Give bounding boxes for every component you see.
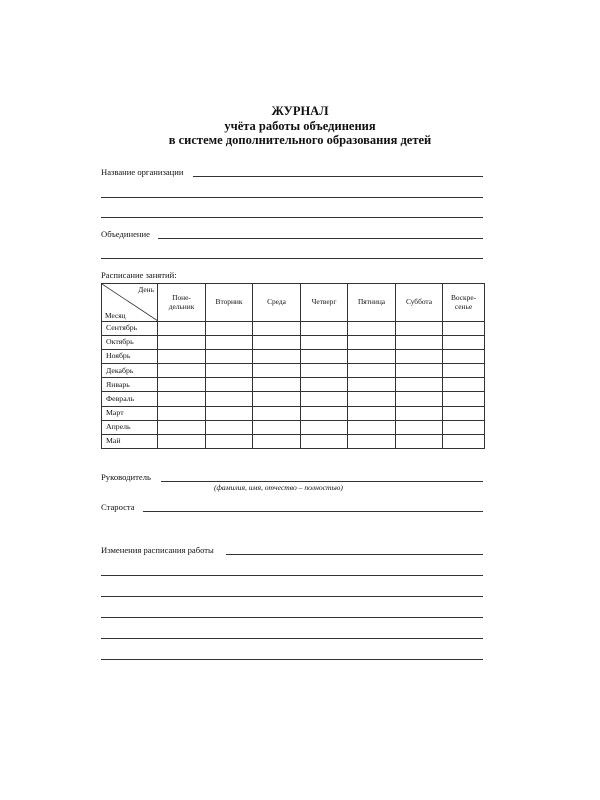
schedule-cell[interactable]: [158, 364, 206, 378]
schedule-cell[interactable]: [348, 434, 396, 448]
schedule-cell[interactable]: [158, 378, 206, 392]
schedule-cell[interactable]: [348, 406, 396, 420]
organization-label: Название организации: [101, 167, 184, 177]
schedule-cell[interactable]: [348, 420, 396, 434]
schedule-cell[interactable]: [253, 434, 301, 448]
schedule-cell[interactable]: [301, 420, 348, 434]
day-header-cell: [348, 284, 396, 322]
schedule-cell[interactable]: [301, 322, 348, 336]
schedule-cell[interactable]: [396, 406, 443, 420]
schedule-cell[interactable]: [348, 350, 396, 364]
schedule-cell[interactable]: [206, 378, 253, 392]
month-row: [102, 378, 485, 392]
schedule-changes-line-5[interactable]: [101, 638, 483, 639]
corner-day-label: День: [138, 285, 154, 294]
month-row: [102, 420, 485, 434]
schedule-changes-label: Изменения расписания работы: [101, 545, 214, 555]
month-label: Декабрь: [102, 364, 158, 378]
schedule-cell[interactable]: [396, 364, 443, 378]
schedule-cell[interactable]: [396, 322, 443, 336]
day-header-label: Суббота: [405, 297, 433, 307]
month-label: Апрель: [102, 420, 158, 434]
schedule-cell[interactable]: [396, 350, 443, 364]
schedule-cell[interactable]: [348, 336, 396, 350]
schedule-cell[interactable]: [348, 322, 396, 336]
month-row: [102, 434, 485, 448]
schedule-cell[interactable]: [396, 336, 443, 350]
schedule-changes-line-3[interactable]: [101, 596, 483, 597]
title-line-3: в системе дополнительного образования детей: [168, 133, 432, 147]
day-header-label: Пятница: [357, 297, 386, 307]
schedule-changes-field-line[interactable]: [226, 554, 483, 555]
schedule-cell[interactable]: [443, 364, 485, 378]
day-header-label: Среда: [267, 297, 286, 307]
schedule-changes-line-6[interactable]: [101, 659, 483, 660]
headman-label: Староста: [101, 502, 135, 512]
schedule-cell[interactable]: [206, 322, 253, 336]
schedule-cell[interactable]: [206, 364, 253, 378]
month-label: Май: [102, 434, 158, 448]
schedule-cell[interactable]: [443, 420, 485, 434]
day-header-label: Воскре- сенье: [450, 293, 477, 311]
document-title: [0, 104, 600, 148]
schedule-cell[interactable]: [443, 434, 485, 448]
organization-field-line-2[interactable]: [101, 197, 483, 198]
schedule-label: Расписание занятий:: [101, 270, 177, 280]
schedule-cell[interactable]: [206, 336, 253, 350]
day-header-cell: [158, 284, 206, 322]
schedule-cell[interactable]: [253, 392, 301, 406]
association-field-line[interactable]: [158, 238, 483, 239]
schedule-cell[interactable]: [348, 364, 396, 378]
title-line-2: учёта работы объединения: [224, 118, 376, 133]
month-label: Март: [102, 406, 158, 420]
schedule-cell[interactable]: [253, 336, 301, 350]
organization-field-line-3[interactable]: [101, 217, 483, 218]
table-header-row: [102, 284, 485, 322]
month-row: [102, 406, 485, 420]
schedule-cell[interactable]: [443, 378, 485, 392]
day-header-cell: [301, 284, 348, 322]
schedule-cell[interactable]: [253, 350, 301, 364]
association-field-line-2[interactable]: [101, 258, 483, 259]
schedule-table: [101, 283, 485, 449]
schedule-cell[interactable]: [253, 406, 301, 420]
table-corner-cell: [102, 284, 158, 322]
association-label: Объединение: [101, 229, 150, 239]
schedule-cell[interactable]: [253, 420, 301, 434]
month-row: [102, 350, 485, 364]
schedule-cell[interactable]: [206, 420, 253, 434]
schedule-cell[interactable]: [301, 350, 348, 364]
month-label: Сентябрь: [102, 322, 158, 336]
schedule-cell[interactable]: [253, 364, 301, 378]
corner-month-label: Месяц: [105, 310, 126, 320]
day-header-cell: [253, 284, 301, 322]
schedule-changes-line-2[interactable]: [101, 575, 483, 576]
schedule-cell[interactable]: [253, 322, 301, 336]
schedule-cell[interactable]: [396, 420, 443, 434]
schedule-cell[interactable]: [348, 392, 396, 406]
day-header-label: Вторник: [215, 297, 243, 307]
day-header-label: Четверг: [311, 297, 337, 307]
month-row: [102, 392, 485, 406]
schedule-cell[interactable]: [206, 392, 253, 406]
month-row: [102, 322, 485, 336]
schedule-cell[interactable]: [158, 406, 206, 420]
leader-label: Руководитель: [101, 472, 151, 482]
month-label: Январь: [102, 378, 158, 392]
schedule-cell[interactable]: [253, 378, 301, 392]
schedule-cell[interactable]: [158, 336, 206, 350]
schedule-cell[interactable]: [158, 392, 206, 406]
month-row: [102, 364, 485, 378]
schedule-cell[interactable]: [443, 322, 485, 336]
month-label: Февраль: [102, 392, 158, 406]
schedule-cell[interactable]: [443, 392, 485, 406]
day-header-cell: [443, 284, 485, 322]
schedule-cell[interactable]: [396, 392, 443, 406]
schedule-cell[interactable]: [443, 406, 485, 420]
schedule-cell[interactable]: [443, 350, 485, 364]
headman-field-line[interactable]: [143, 511, 483, 512]
month-label: Ноябрь: [102, 350, 158, 364]
month-label: Октябрь: [102, 336, 158, 350]
schedule-cell[interactable]: [158, 420, 206, 434]
schedule-cell[interactable]: [158, 322, 206, 336]
schedule-cell[interactable]: [206, 350, 253, 364]
title-line-1: ЖУРНАЛ: [271, 104, 329, 118]
schedule-cell[interactable]: [301, 336, 348, 350]
day-header-cell: [396, 284, 443, 322]
organization-field-line[interactable]: [193, 176, 483, 177]
schedule-changes-line-4[interactable]: [101, 617, 483, 618]
schedule-cell[interactable]: [206, 406, 253, 420]
schedule-cell[interactable]: [348, 378, 396, 392]
schedule-cell[interactable]: [301, 406, 348, 420]
schedule-cell[interactable]: [443, 336, 485, 350]
leader-hint: (фамилия, имя, отчество – полностью): [214, 483, 343, 492]
day-header-cell: [206, 284, 253, 322]
schedule-cell[interactable]: [301, 434, 348, 448]
schedule-cell[interactable]: [301, 364, 348, 378]
schedule-cell[interactable]: [301, 392, 348, 406]
month-row: [102, 336, 485, 350]
schedule-cell[interactable]: [158, 350, 206, 364]
schedule-cell[interactable]: [396, 434, 443, 448]
schedule-cell[interactable]: [396, 378, 443, 392]
leader-field-line[interactable]: [161, 481, 483, 482]
schedule-cell[interactable]: [301, 378, 348, 392]
day-header-label: Поне- дельник: [168, 293, 195, 311]
schedule-cell[interactable]: [206, 434, 253, 448]
schedule-cell[interactable]: [158, 434, 206, 448]
